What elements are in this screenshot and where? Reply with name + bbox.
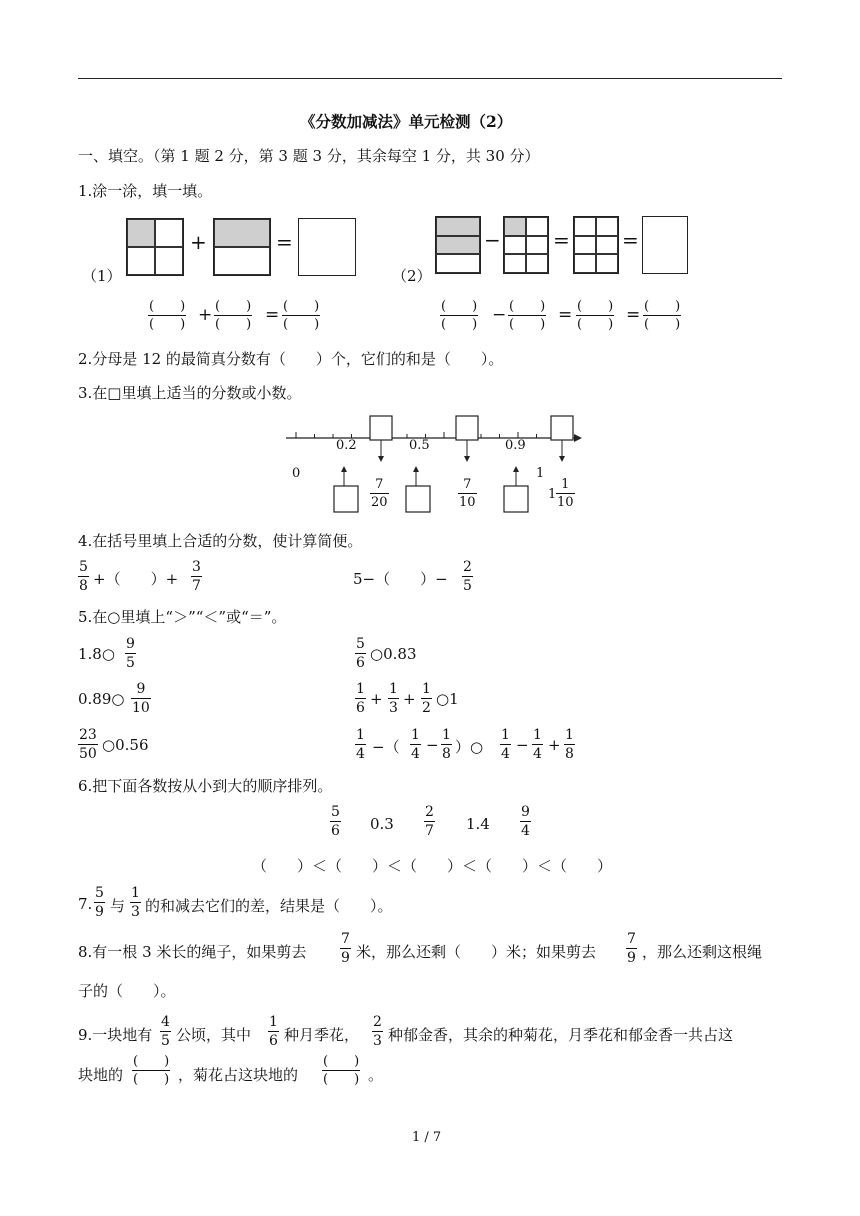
q8-text-b: 米，那么还剩（ ）米；如果剪去	[356, 943, 597, 961]
question-4: 4.在括号里填上合适的分数，使计算简便。	[78, 532, 363, 550]
q1-equals-1: =	[276, 230, 293, 254]
q1-answer-box-1[interactable]	[298, 218, 356, 276]
q7-mid: 与	[110, 897, 126, 915]
nl-frac-7-10: 7 10	[459, 477, 476, 510]
q8-text-a: 8.有一根 3 米长的绳子，如果剪去	[78, 943, 307, 961]
q1-equals-4: =	[265, 305, 280, 325]
q8-text-d: 子的（ ）。	[78, 982, 176, 1000]
nl-label-0-2: 0.2	[336, 438, 357, 453]
q1-blank-frac[interactable]: ( ) ( )	[441, 299, 478, 332]
q9-text-c: 种月季花，	[284, 1026, 360, 1044]
q9-frac-2-3: 2 3	[373, 1014, 382, 1049]
q9-blank-frac[interactable]: ( ) ( )	[133, 1054, 170, 1087]
q1-blank-frac[interactable]: ( ) ( )	[509, 299, 546, 332]
page-number: 1 / 7	[412, 1130, 442, 1145]
nl-frac-7-20: 7 20	[371, 477, 388, 510]
q5-frac-1-2: 1 2	[422, 681, 431, 716]
page-title: 《分数加减法》单元检测（2）	[300, 112, 513, 131]
q9-text-d: 种郁金香，其余的种菊花，月季花和郁金香一共占这	[388, 1026, 734, 1044]
q9-text-a: 9.一块地有	[78, 1026, 153, 1044]
q5-frac-1-6: 1 6	[356, 681, 365, 716]
question-1: 1.涂一涂，填一填。	[78, 182, 213, 200]
q1-equals-5: =	[558, 305, 573, 325]
q1-plus-2: +	[198, 305, 213, 325]
q5-row3-mid: ）○	[455, 738, 484, 756]
q1-grid-c	[435, 216, 481, 274]
q5-frac-1-4: 1 4	[411, 727, 420, 762]
q1-grid-b	[213, 218, 271, 276]
q5-row3-a: ○0.56	[102, 736, 149, 754]
q9-frac-4-5: 4 5	[161, 1014, 170, 1049]
q9-frac-1-6: 1 6	[269, 1014, 278, 1049]
q5-frac-9-10: 9 10	[132, 681, 150, 716]
nl-label-1: 1	[536, 466, 545, 481]
q1-equals-3: =	[622, 228, 639, 252]
nl-label-0-9: 0.9	[505, 438, 526, 453]
q1-equals-6: =	[626, 305, 641, 325]
q1-blank-frac[interactable]: ( ) ( )	[283, 299, 320, 332]
q9-text-b: 公顷，其中	[176, 1026, 252, 1044]
header-rule	[78, 78, 782, 79]
q5-plus-2: +	[403, 690, 416, 708]
q7-text: 的和减去它们的差，结果是（ ）。	[145, 897, 393, 915]
q6-order-blanks[interactable]: （ ）＜（ ）＜（ ）＜（ ）＜（ ）	[252, 857, 613, 875]
q1-grid-a	[126, 218, 184, 276]
q9-text-e: 块地的	[78, 1066, 124, 1084]
q4-expr-b: 5−（ ）−	[353, 570, 448, 588]
q5-row1-b: ○0.83	[370, 645, 417, 663]
q6-num-1-4: 1.4	[466, 815, 490, 833]
q4-frac-5-8: 5 8	[79, 559, 88, 594]
q8-frac-7-9: 7 9	[341, 931, 350, 966]
q1-grid-d	[503, 216, 549, 274]
q8-text-c: ，那么还剩这根绳	[642, 943, 763, 961]
nl-label-0: 0	[292, 466, 301, 481]
q9-text-g: 。	[368, 1066, 384, 1084]
q6-frac-5-6: 5 6	[331, 804, 340, 839]
q5-frac-5-6: 5 6	[356, 636, 365, 671]
nl-mixed-whole: 1	[548, 487, 557, 502]
question-3: 3.在□里填上适当的分数或小数。	[78, 384, 302, 402]
q5-row2-end: ○1	[436, 690, 459, 708]
q5-plus-1: +	[370, 690, 383, 708]
q1-minus: −	[484, 228, 501, 252]
q1-plus: +	[190, 230, 207, 254]
q1-blank-frac[interactable]: ( ) ( )	[149, 299, 186, 332]
q6-frac-9-4: 9 4	[521, 804, 530, 839]
q7-frac-5-9: 5 9	[95, 885, 104, 920]
question-6: 6.把下面各数按从小到大的顺序排列。	[78, 777, 333, 795]
q4-frac-3-7: 3 7	[192, 559, 201, 594]
q9-blank-frac[interactable]: ( ) ( )	[323, 1054, 360, 1087]
q1-grid-e	[573, 216, 619, 274]
q5-minus: −	[516, 736, 529, 754]
q5-frac-23-50: 23 50	[79, 727, 97, 762]
q9-text-f: ，菊花占这块地的	[178, 1066, 299, 1084]
q6-frac-2-7: 2 7	[425, 804, 434, 839]
q5-frac-1-8: 1 8	[565, 727, 574, 762]
q1-equals-2: =	[553, 228, 570, 252]
question-2: 2.分母是 12 的最简真分数有（ ）个，它们的和是（ ）。	[78, 350, 504, 368]
q5-frac-1-4: 1 4	[356, 727, 365, 762]
q5-row2-a: 0.89○	[78, 690, 125, 708]
q5-row1-a: 1.8○	[78, 645, 115, 663]
q5-minus: −	[426, 736, 439, 754]
q7-prefix: 7.	[78, 895, 93, 913]
q8-frac-7-9: 7 9	[627, 931, 636, 966]
q5-frac-1-4: 1 4	[533, 727, 542, 762]
q1-blank-frac[interactable]: ( ) ( )	[577, 299, 614, 332]
q1-part-1-label: （1）	[82, 267, 122, 285]
section-heading: 一、填空。（第 1 题 2 分，第 3 题 3 分，其余每空 1 分，共 30 分）	[78, 147, 540, 165]
q5-frac-9-5: 9 5	[126, 636, 135, 671]
q1-blank-frac[interactable]: ( ) ( )	[644, 299, 681, 332]
q6-num-0-3: 0.3	[370, 815, 394, 833]
question-5: 5.在○里填上“＞”“＜”或“＝”。	[78, 608, 287, 626]
q5-frac-1-3: 1 3	[389, 681, 398, 716]
q1-answer-box-2[interactable]	[642, 216, 688, 274]
q4-expr-a: +（ ）+	[93, 570, 179, 588]
q5-frac-1-4: 1 4	[501, 727, 510, 762]
q1-blank-frac[interactable]: ( ) ( )	[215, 299, 252, 332]
number-line	[282, 410, 582, 520]
q1-minus-2: −	[492, 305, 507, 325]
q1-part-2-label: （2）	[392, 267, 432, 285]
nl-label-0-5: 0.5	[409, 438, 430, 453]
q5-row3-minus-paren: −（	[372, 738, 400, 756]
q5-plus: +	[548, 736, 561, 754]
q5-frac-1-8: 1 8	[442, 727, 451, 762]
nl-frac-1-10: 1 10	[557, 477, 574, 510]
q4-frac-2-5: 2 5	[463, 559, 472, 594]
q7-frac-1-3: 1 3	[131, 885, 140, 920]
